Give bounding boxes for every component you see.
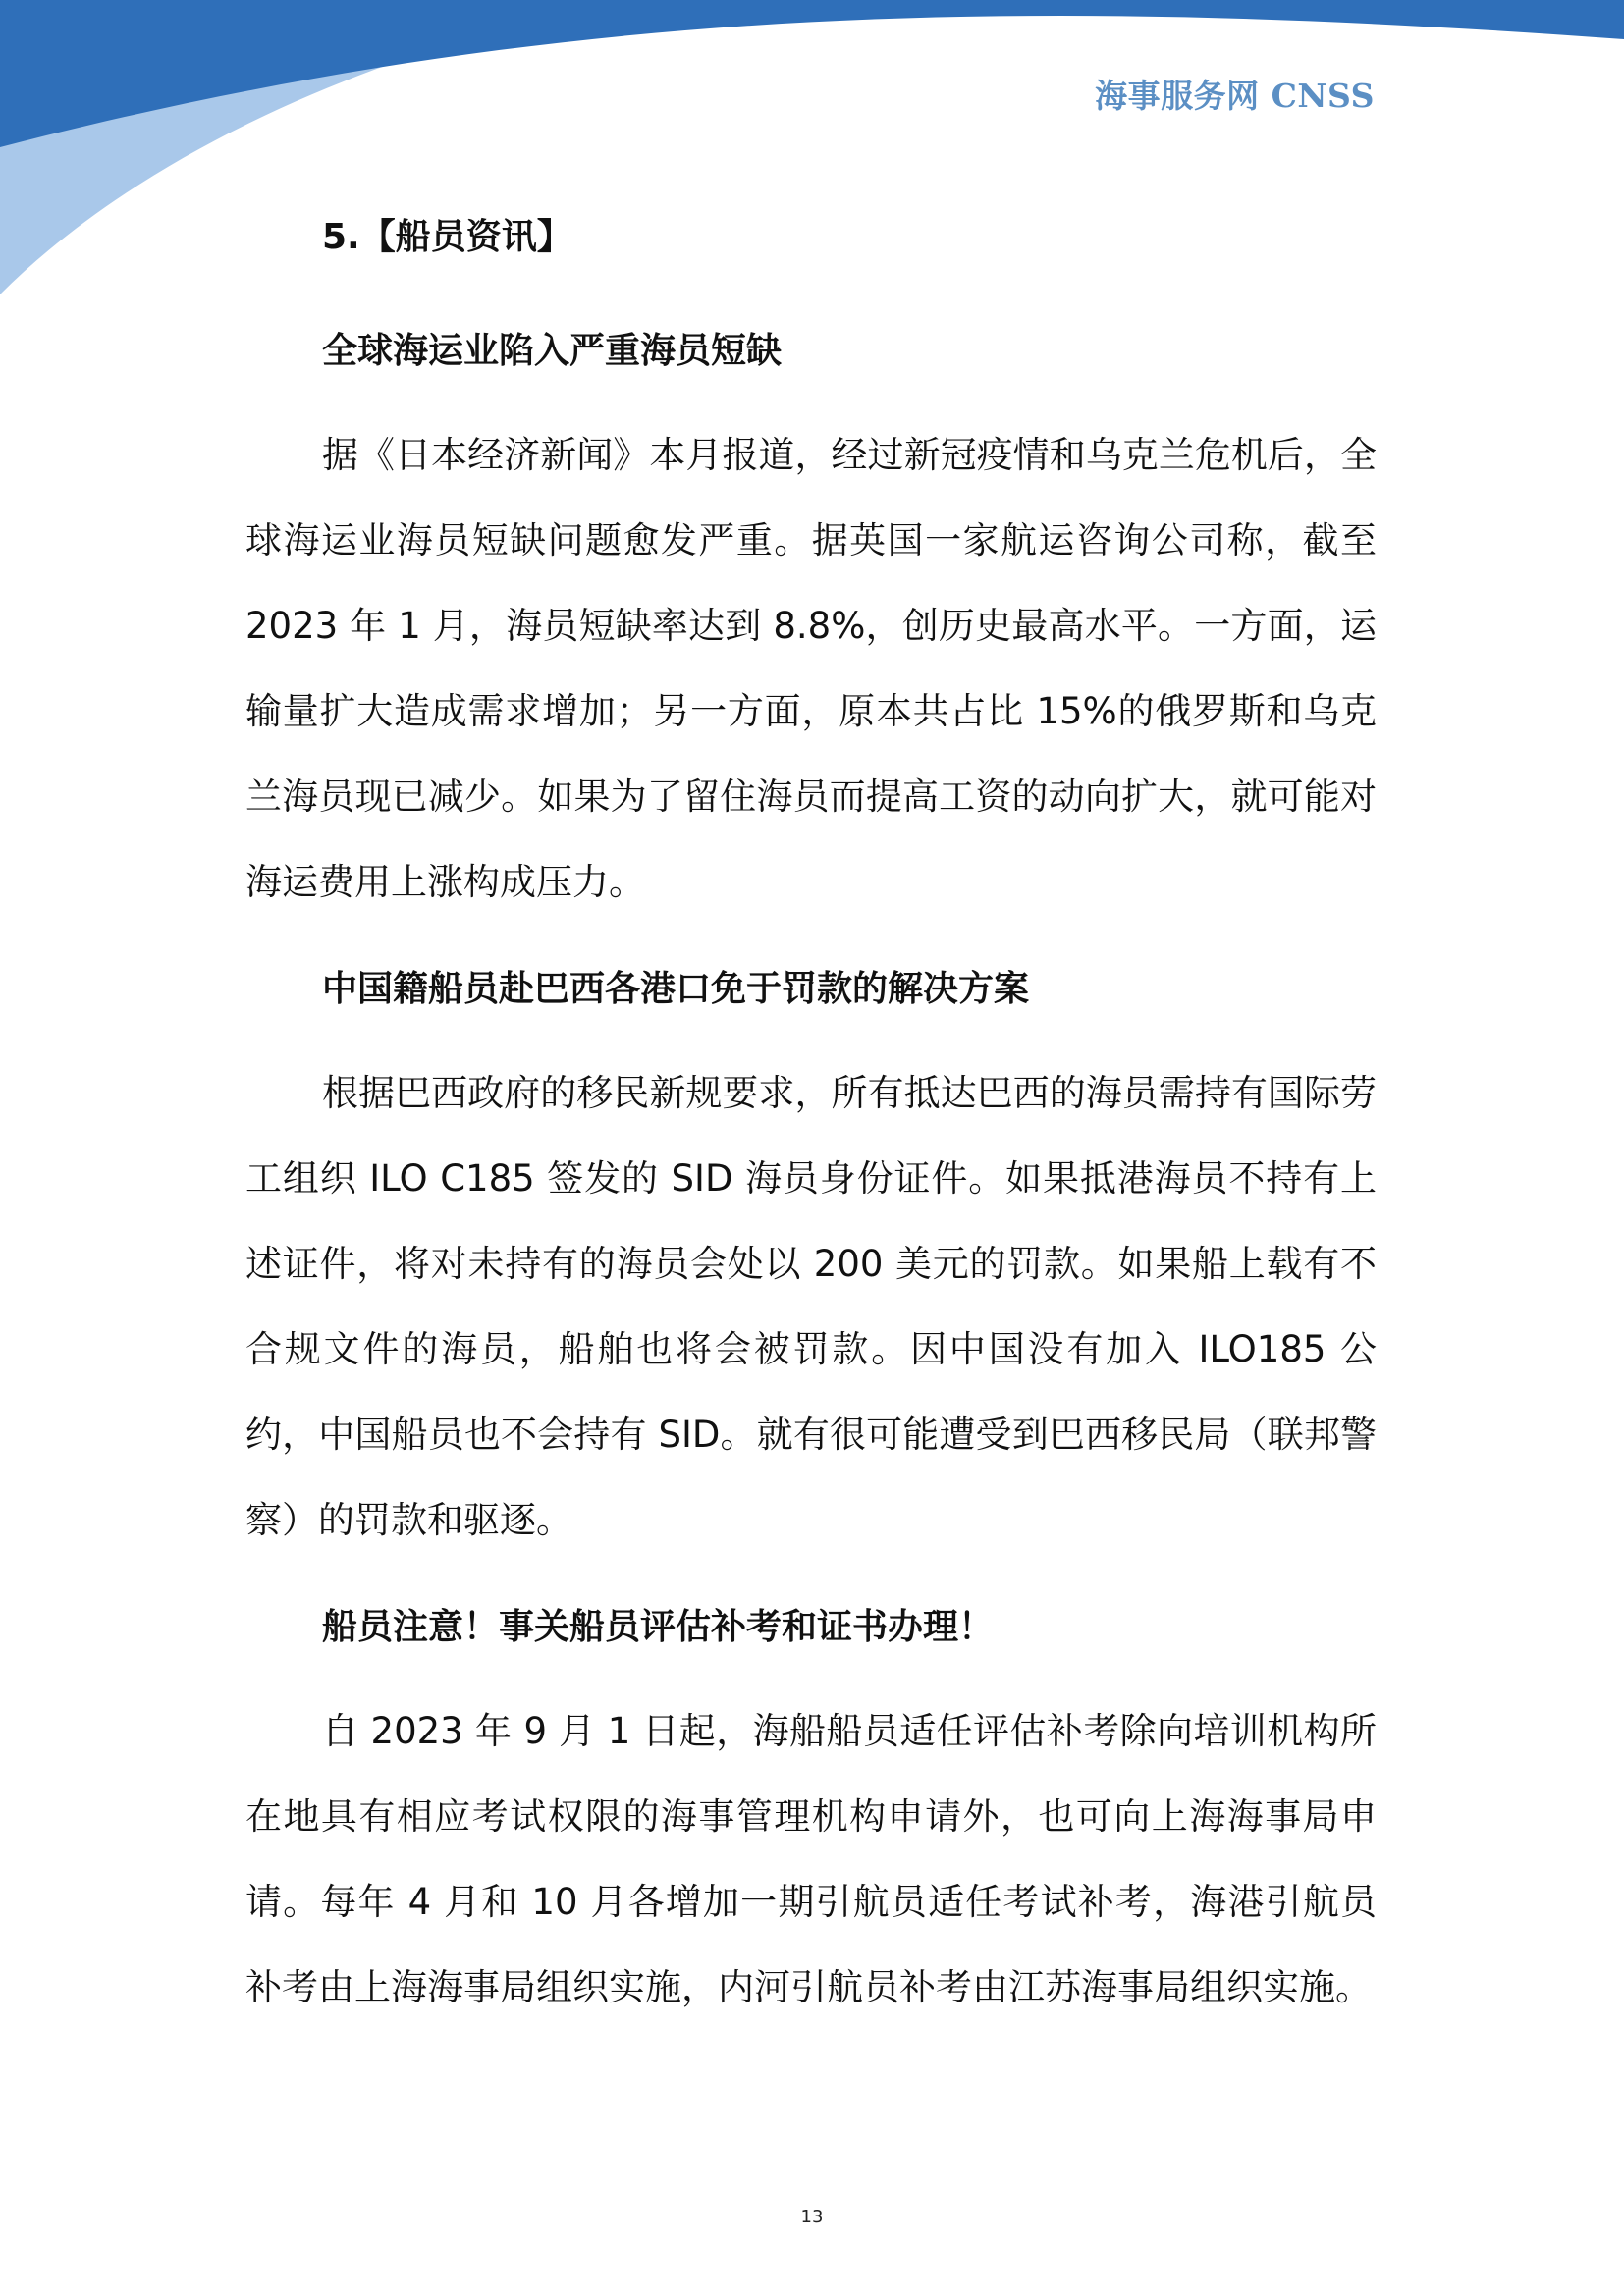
document-content — [245, 208, 1377, 2065]
article-body: 据《日本经济新闻》本月报道，经过新冠疫情和乌克兰危机后，全球海运业海员短缺问题愈发严重。据英国一家航运咨询公司称，截至 2023 年 1 月，海员短缺率达到 8.8%，创历史最高水平。一方面，运输量扩大造成需求增加；另一方面，原本共占比 15%的俄罗斯和乌克兰海员现已减少。如果为了留住海员而提高工资的动向扩大，就可能对海运费用上涨构成压力。 — [245, 434, 1377, 903]
article-brazil-fines — [245, 960, 1377, 1563]
page-number: 13 — [800, 2207, 824, 2227]
section-title: 5.【船员资讯】 — [322, 217, 572, 257]
article-body: 根据巴西政府的移民新规要求，所有抵达巴西的海员需持有国际劳工组织 ILO C185 签发的 SID 海员身份证件。如果抵港海员不持有上述证件，将对未持有的海员会处以 200 美元的罚款。如果船上载有不合规文件的海员，船舶也将会被罚款。因中国没有加入 ILO185 公约，中国船员也不会持有 SID。就有很可能遭受到巴西移民局（联邦警察）的罚款和驱逐。 — [245, 1072, 1377, 1541]
article-seafarer-shortage — [245, 322, 1377, 925]
article-title: 船员注意！事关船员评估补考和证书办理！ — [322, 1607, 995, 1647]
article-exam-certificates — [245, 1598, 1377, 2030]
article-title: 中国籍船员赴巴西各港口免于罚款的解决方案 — [322, 969, 1030, 1009]
article-body: 自 2023 年 9 月 1 日起，海船船员适任评估补考除向培训机构所在地具有相应考试权限的海事管理机构申请外，也可向上海海事局申请。每年 4 月和 10 月各增加一期引航员适任考试补考，海港引航员补考由上海海事局组织实施，内河引航员补考由江苏海事局组织实施。 — [245, 1710, 1377, 2008]
brand-logo-text: 海事服务网 CNSS — [1095, 77, 1375, 115]
article-title: 全球海运业陷入严重海员短缺 — [322, 331, 783, 371]
